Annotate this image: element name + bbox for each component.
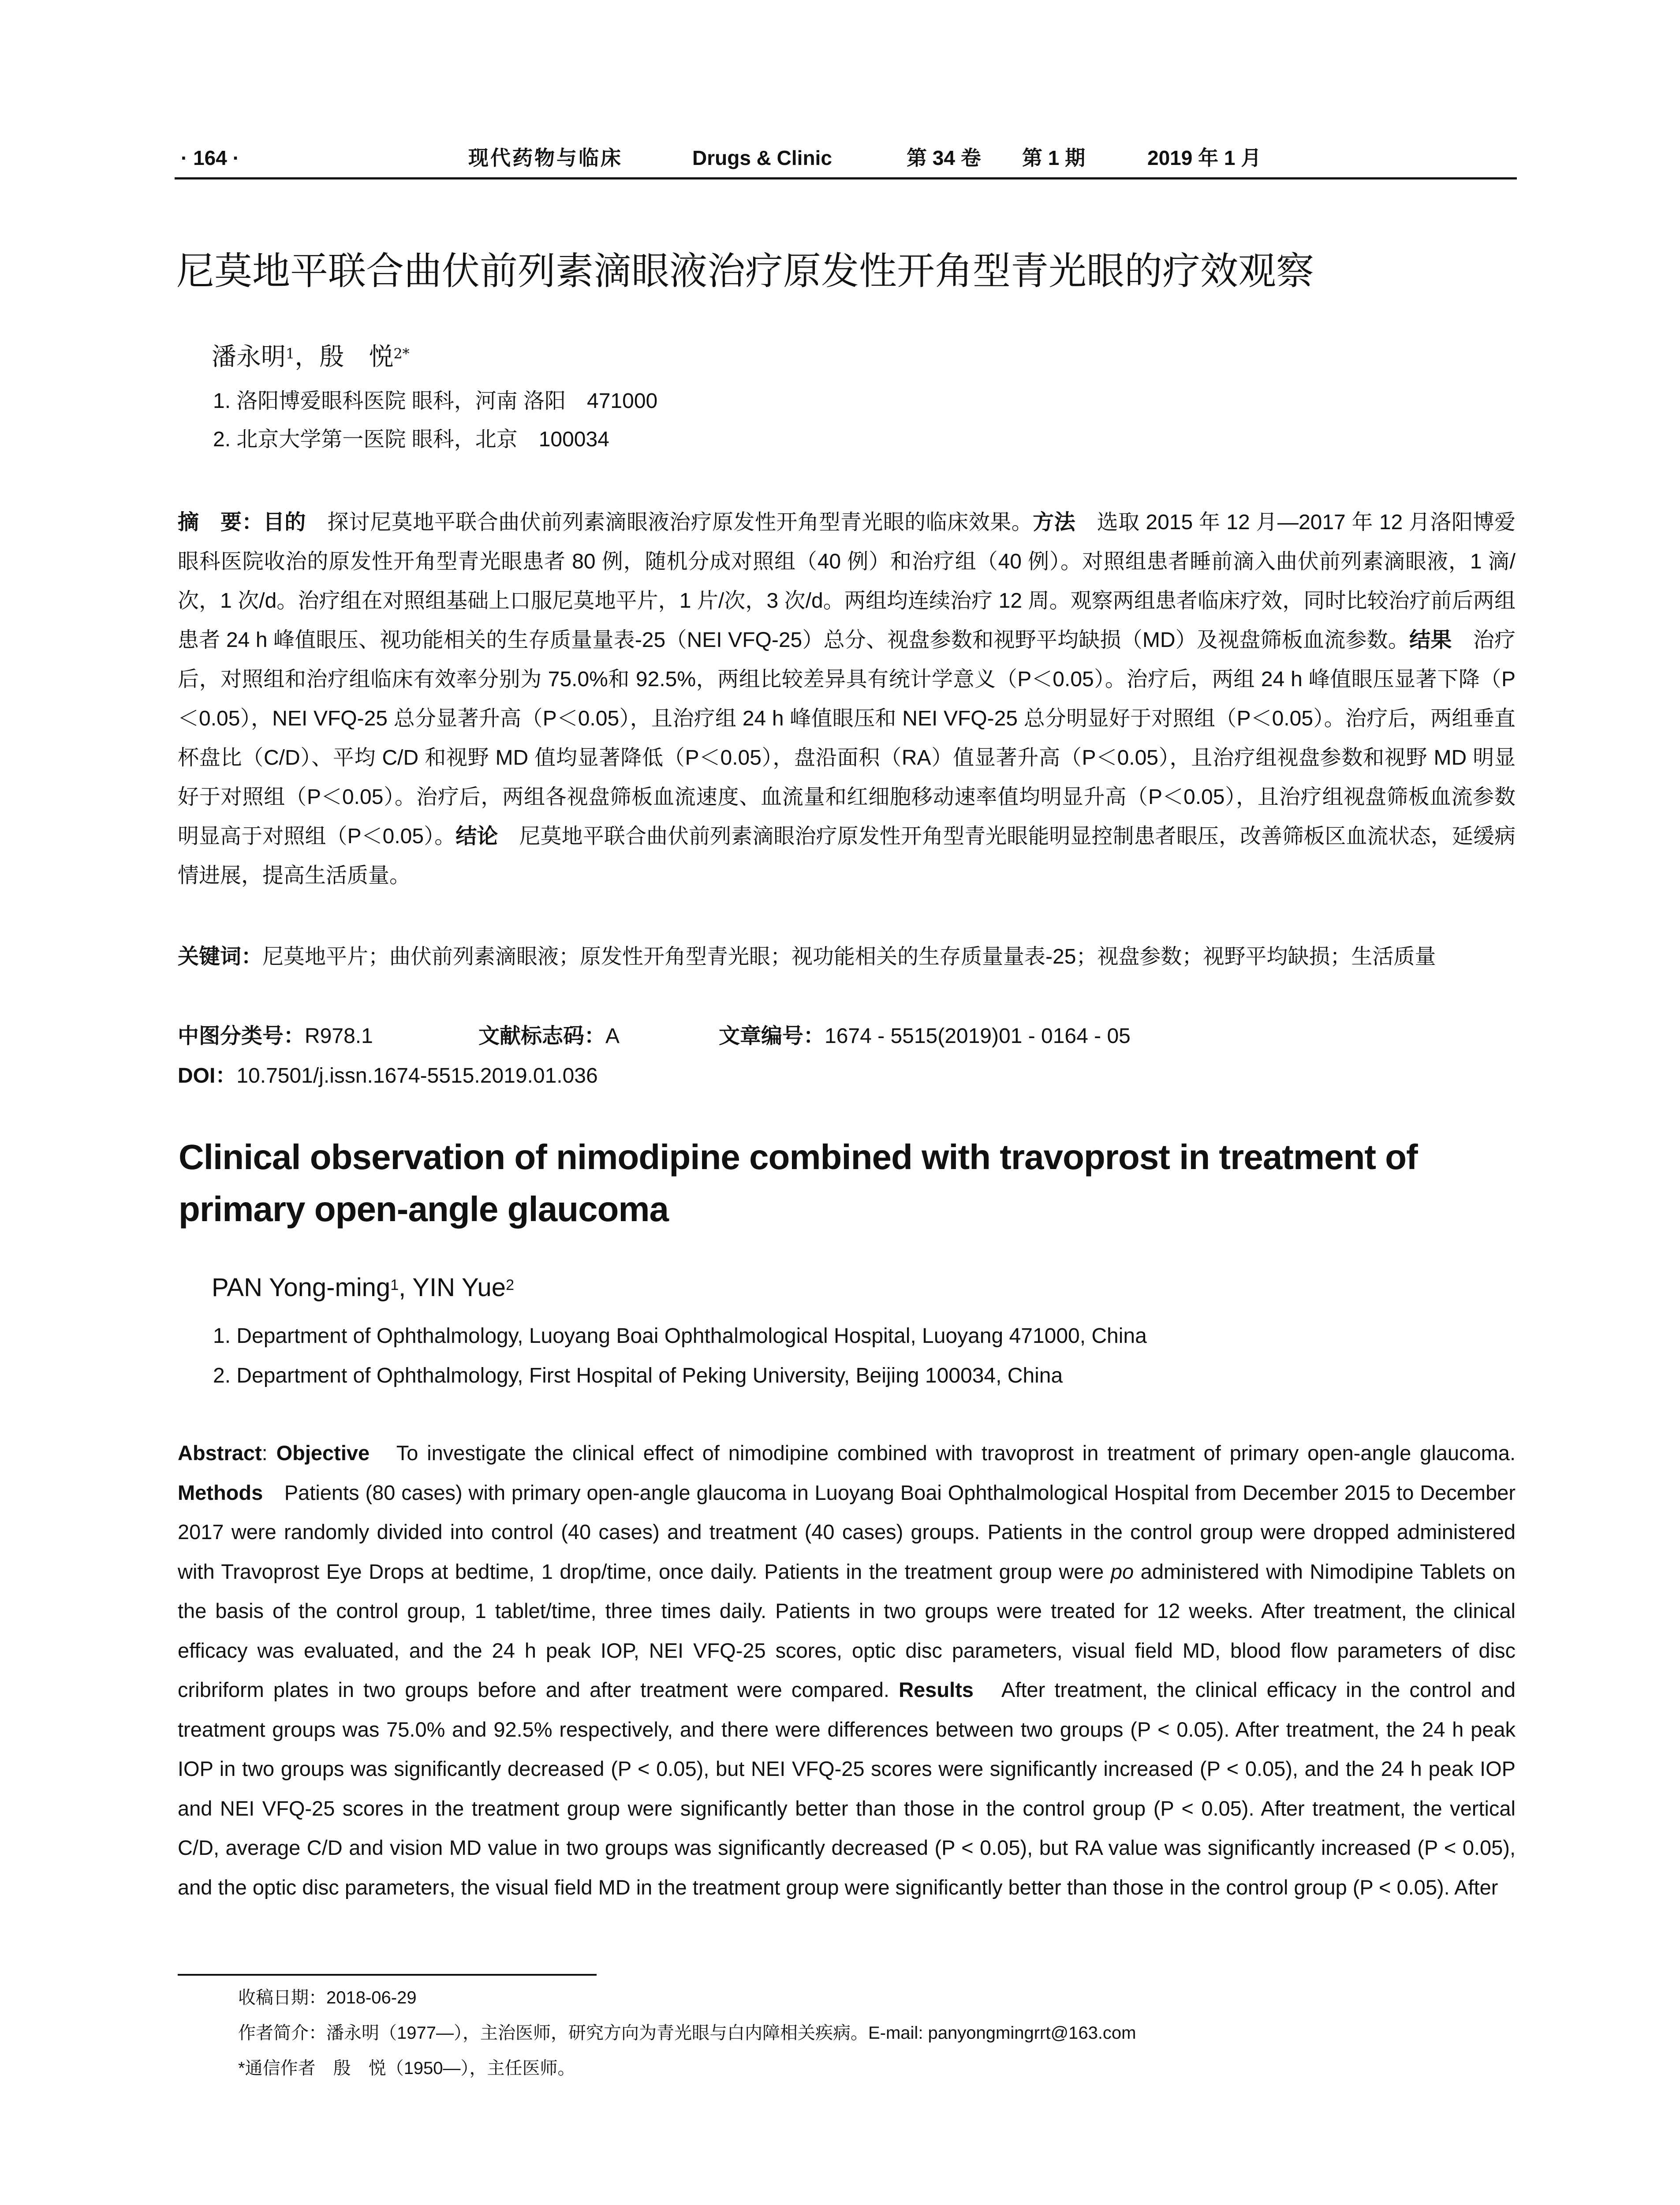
abstract-label: 摘 要： bbox=[178, 511, 263, 534]
authors-cn bbox=[212, 340, 410, 375]
issue-date: 2019 年 1 月 bbox=[1147, 146, 1262, 169]
authors-en bbox=[212, 1270, 514, 1305]
document-code-label: 文献标志码： bbox=[478, 1024, 606, 1048]
affiliation-marker: 2* bbox=[393, 345, 410, 362]
article-number bbox=[719, 1021, 1131, 1052]
article-title-en: Clinical observation of nimodipine combined with travoprost in treatment of primary open-angle glaucoma bbox=[179, 1137, 1418, 1229]
keywords-label: 关键词： bbox=[178, 945, 263, 968]
author-bio: 作者简介：潘永明（1977—），主治医师，研究方向为青光眼与白内障相关疾病。E-mail: panyongmingrrt@163.com bbox=[238, 2023, 1136, 2043]
abstract-text: After treatment, the clinical efficacy in the control and treatment groups was 75.0% and 92.5% respectively, and there were differences between two groups (P < 0.05). After treatment, the 24 h peak IOP in two groups was significantly decreased (P < 0.05), but NEI VFQ-25 scores were significantly increased (P < 0.05), and the 24 h peak IOP and NEI VFQ-25 scores in the treatment group were significantly better than those in the control group (P < 0.05). After treatment, the vertical C/D, average C/D and vision MD value in two groups was significantly decreased (P < 0.05), but RA value was significantly increased (P < 0.05), and the optic disc parameters, the visual field MD in the treatment group were significantly better than those in the control group (P < 0.05). After bbox=[178, 1678, 1516, 1899]
abstract-cn bbox=[178, 503, 1516, 895]
author-name: 潘永明 bbox=[212, 343, 286, 371]
keywords-text: 尼莫地平片；曲伏前列素滴眼液；原发性开角型青光眼；视功能相关的生存质量量表-25；视盘参数；视野平均缺损；生活质量 bbox=[262, 945, 1436, 968]
author-name: PAN Yong-ming bbox=[212, 1273, 391, 1302]
affiliation-marker: 1 bbox=[390, 1277, 399, 1293]
abstract-text: 探讨尼莫地平联合曲伏前列素滴眼液治疗原发性开角型青光眼的临床效果。 bbox=[306, 511, 1033, 534]
clc-number bbox=[178, 1021, 373, 1052]
corresponding-author: *通信作者 殷 悦（1950—），主任医师。 bbox=[238, 2059, 575, 2078]
page-number: · 164 · bbox=[181, 146, 239, 169]
affiliation-marker: 2 bbox=[506, 1277, 514, 1293]
doi-label: DOI： bbox=[178, 1064, 237, 1088]
section-label: 结论 bbox=[455, 825, 498, 848]
affiliation-marker: 1 bbox=[286, 345, 295, 362]
abstract-text-italic: po bbox=[1110, 1559, 1134, 1583]
section-label: Methods bbox=[178, 1480, 263, 1504]
header-rule bbox=[175, 177, 1517, 179]
section-label: Results bbox=[899, 1678, 974, 1701]
issue: 第 1 期 bbox=[1022, 146, 1086, 169]
volume: 第 34 卷 bbox=[907, 146, 981, 169]
author-name: YIN Yue bbox=[412, 1273, 506, 1302]
section-label: Objective bbox=[276, 1441, 370, 1465]
clc-label: 中图分类号： bbox=[178, 1024, 305, 1048]
document-code bbox=[478, 1021, 620, 1052]
footnote-rule bbox=[178, 1974, 597, 1976]
affiliation-en: 1. Department of Ophthalmology, Luoyang Boai Ophthalmological Hospital, Luoyang 471000, China bbox=[213, 1324, 1147, 1348]
abstract-text: Patients (80 cases) with primary open-angle glaucoma in Luoyang Boai Ophthalmological Hospital from December 2015 to December 2017 were randomly divided into control (40 cases) and treatment (40 cases) groups. Patients in the control group were dropped administered with Travoprost Eye Drops at bedtime, 1 drop/time, once daily. Patients in the treatment group were bbox=[178, 1480, 1516, 1583]
journal-name-en: Drugs & Clinic bbox=[692, 146, 832, 169]
journal-name-cn: 现代药物与临床 bbox=[468, 146, 623, 170]
affiliation-cn: 1. 洛阳博爱眼科医院 眼科，河南 洛阳 471000 bbox=[213, 389, 658, 413]
author-separator: , bbox=[399, 1273, 413, 1302]
abstract-en bbox=[178, 1433, 1516, 1907]
section-label: 结果 bbox=[1409, 628, 1452, 652]
received-date: 收稿日期：2018-06-29 bbox=[238, 1988, 417, 2007]
article-title-cn: 尼莫地平联合曲伏前列素滴眼液治疗原发性开角型青光眼的疗效观察 bbox=[176, 250, 1314, 292]
keywords-cn bbox=[178, 937, 1516, 976]
doi bbox=[178, 1061, 598, 1091]
abstract-text: 尼莫地平联合曲伏前列素滴眼治疗原发性开角型青光眼能明显控制患者眼压，改善筛板区血流状态，延缓病情进展，提高生活质量。 bbox=[178, 825, 1516, 887]
abstract-label: Abstract bbox=[178, 1441, 262, 1465]
article-number-value: 1674 - 5515(2019)01 - 0164 - 05 bbox=[825, 1024, 1131, 1048]
section-label: 方法 bbox=[1033, 511, 1076, 534]
clc-value: R978.1 bbox=[305, 1024, 373, 1048]
author-separator: ， bbox=[295, 343, 320, 371]
abstract-colon: : bbox=[261, 1441, 276, 1465]
abstract-text: administered with Nimodipine Tablets on the basis of the control group, 1 tablet/time, three times daily. Patients in two groups were treated for 12 weeks. After treatment, the clinical efficacy was evaluated, and the 24 h peak IOP, NEI VFQ-25 scores, optic disc parameters, visual field MD, blood flow parameters of disc cribriform plates in two groups before and after treatment were compared. bbox=[178, 1559, 1516, 1701]
document-code-value: A bbox=[605, 1024, 620, 1048]
affiliation-cn: 2. 北京大学第一医院 眼科，北京 100034 bbox=[213, 428, 609, 451]
abstract-text: To investigate the clinical effect of nimodipine combined with travoprost in treatment of primary open-angle glaucoma. bbox=[370, 1441, 1516, 1465]
abstract-text: 治疗后，对照组和治疗组临床有效率分别为 75.0%和 92.5%，两组比较差异具有统计学意义（P＜0.05）。治疗后，两组 24 h 峰值眼压显著下降（P＜0.05），NEI VFQ-25 总分显著升高（P＜0.05），且治疗组 24 h 峰值眼压和 NEI VFQ-25 总分明显好于对照组（P＜0.05）。治疗后，两组垂直杯盘比（C/D）、平均 C/D 和视野 MD 值均显著降低（P＜0.05），盘沿面积（RA）值显著升高（P＜0.05），且治疗组视盘参数和视野 MD 明显好于对照组（P＜0.05）。治疗后，两组各视盘筛板血流速度、血流量和红细胞移动速率值均明显升高（P＜0.05），且治疗组视盘筛板血流参数明显高于对照组（P＜0.05）。 bbox=[178, 628, 1516, 848]
section-label: 目的 bbox=[263, 511, 306, 534]
article-number-label: 文章编号： bbox=[719, 1024, 825, 1048]
doi-value: 10.7501/j.issn.1674-5515.2019.01.036 bbox=[236, 1064, 598, 1088]
abstract-text: 选取 2015 年 12 月—2017 年 12 月洛阳博爱眼科医院收治的原发性开角型青光眼患者 80 例，随机分成对照组（40 例）和治疗组（40 例）。对照组患者睡前滴入曲伏前列素滴眼液，1 滴/次，1 次/d。治疗组在对照组基础上口服尼莫地平片，1 片/次，3 次/d。两组均连续治疗 12 周。观察两组患者临床疗效，同时比较治疗前后两组患者 24 h 峰值眼压、视功能相关的生存质量量表-25（NEI VFQ-25）总分、视盘参数和视野平均缺损（MD）及视盘筛板血流参数。 bbox=[178, 511, 1516, 652]
author-name: 殷 悦 bbox=[319, 343, 394, 371]
affiliation-en: 2. Department of Ophthalmology, First Hospital of Peking University, Beijing 100034, China bbox=[213, 1364, 1063, 1387]
